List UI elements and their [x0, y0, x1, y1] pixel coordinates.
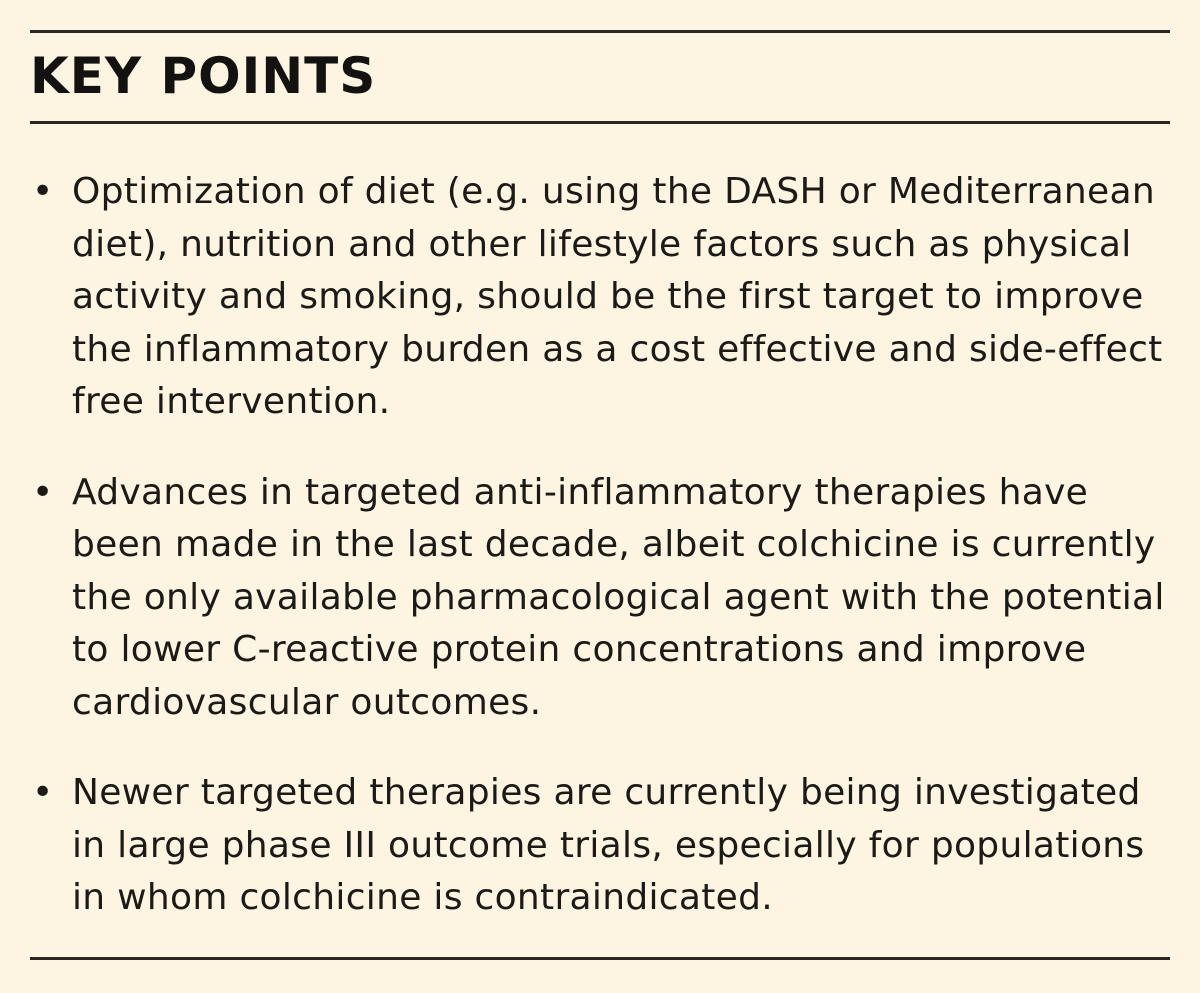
heading-underline-rule — [30, 121, 1170, 124]
key-points-list — [30, 166, 1180, 925]
key-points-heading: KEY POINTS — [30, 47, 377, 105]
top-rule — [30, 30, 1170, 33]
key-point-text: Advances in targeted anti-inflammatory therapies have been made in the last decade, albeit colchicine is currently the only available pharmacological agent with the potential to lower C-reactive protein concentrations and improve cardiovascular outcomes. — [72, 471, 1165, 723]
key-point-item — [30, 467, 1180, 730]
key-point-text: Optimization of diet (e.g. using the DASH or Mediterranean diet), nutrition and other lifestyle factors such as physical activity and smoking, should be the first target to improve the inflammatory burden as a cost effective and side-effect free intervention. — [72, 171, 1163, 422]
key-point-text: Newer targeted therapies are currently being investigated in large phase III outcome trials, especially for populations in whom colchicine is contraindicated. — [72, 772, 1145, 918]
key-point-item — [30, 166, 1180, 429]
key-point-item — [30, 767, 1180, 925]
bullet-icon: • — [32, 772, 54, 813]
bullet-icon: • — [32, 171, 54, 212]
bottom-rule — [30, 957, 1170, 960]
bullet-icon: • — [32, 471, 54, 513]
